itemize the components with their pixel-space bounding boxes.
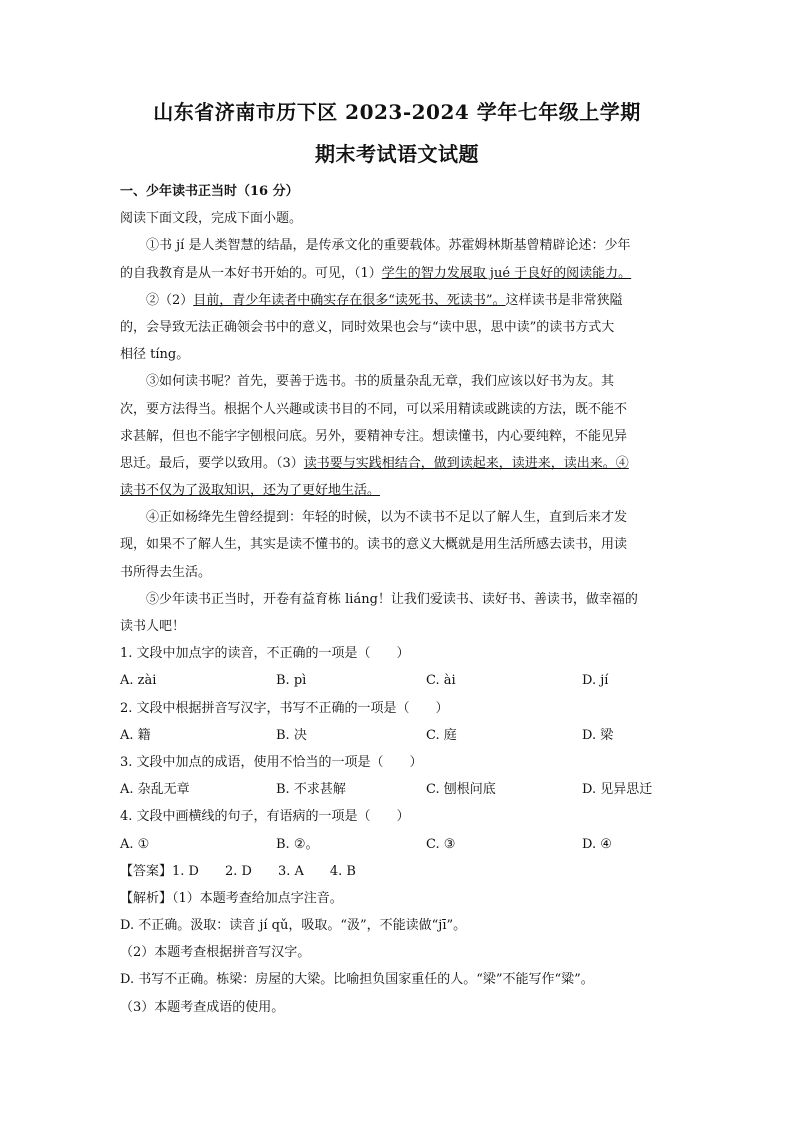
option-b: B. pì (276, 673, 307, 689)
answer-item: 3. A (277, 863, 304, 879)
option-c: C. 庭 (426, 727, 457, 743)
paragraph-3-line: ③如何读书呢？首先，要善于选书。书的质量杂乱无章，我们应该以好书为友。其 (146, 374, 615, 390)
text-segment: 这样读书是非常狭隘 (505, 292, 623, 308)
analysis-line: （2）本题考查根据拼音写汉字。 (120, 945, 311, 961)
paragraph-5-line: 读书人吧！ (120, 619, 186, 634)
option-c: C. ③ (426, 836, 456, 852)
answer-item: 2. D (224, 863, 252, 879)
analysis-line: D. 不正确。汲取：读音 jí qǔ，吸取。“汲”，不能读做“jī”。 (120, 918, 467, 934)
option-a: A. 杂乱无章 (120, 782, 190, 798)
paragraph-3-line (120, 450, 672, 477)
paragraph-2-line (120, 287, 672, 314)
text-segment: 的自我教育是从一本好书开始的。可见，（1） (120, 265, 382, 281)
paragraph-4-line: 现，如果不了解人生，其实是读不懂书的。读书的意义大概就是用生活所感去读书，用读 (120, 537, 628, 553)
paragraph-1-line: ①书 jí 是人类智慧的结晶，是传承文化的重要载体。苏霍姆林斯基曾精辟论述：少年 (146, 238, 631, 254)
question-3-stem: 3. 文段中加点的成语，使用不恰当的一项是（ ） (120, 754, 423, 770)
option-a: A. zài (120, 673, 157, 689)
underlined-sentence-2: 目前，青少年读者中确实存在很多“读死书、死读书”。 (193, 292, 506, 308)
analysis-line: D. 书写不正确。栋梁：房屋的大梁。比喻担负国家重任的人。“梁”不能写作“粱”。 (120, 972, 594, 988)
paragraph-2-line: 的，会导致无法正确领会书中的意义，同时效果也会与“读中思，思中读”的读书方式大 (120, 319, 615, 335)
option-a: A. ① (120, 836, 150, 852)
option-b: B. 不求甚解 (276, 782, 346, 798)
option-b: B. ②。 (276, 836, 319, 852)
analysis-text: （1）本题考查给加点字注音。 (172, 890, 343, 906)
paragraph-3-line: 次，要方法得当。根据个人兴趣或读书目的不同，可以采用精读或跳读的方法，既不能不 (120, 401, 628, 417)
paragraph-4-line: 书所得去生活。 (120, 564, 212, 580)
question-2-options (120, 722, 672, 749)
text-segment: ②（2） (146, 292, 194, 308)
question-1-stem: 1. 文段中加点字的读音，不正确的一项是（ ） (120, 646, 410, 662)
instruction-text: 阅读下面文段，完成下面小题。 (120, 211, 303, 227)
underlined-sentence-4: 读书不仅为了汲取知识，还为了更好地生活。 (120, 483, 381, 499)
option-c: C. 刨根问底 (426, 782, 496, 798)
option-d: D. jí (582, 673, 609, 689)
option-d: D. 梁 (582, 727, 614, 743)
option-d: D. ④ (582, 836, 612, 852)
answer-item: 4. B (329, 863, 356, 879)
question-2-stem: 2. 文段中根据拼音写汉字，书写不正确的一项是（ ） (120, 700, 449, 716)
document-subtitle: 期末考试语文试题 (315, 142, 479, 166)
answer-line (120, 858, 672, 885)
answer-label: 【答案】 (120, 863, 173, 879)
question-4-options (120, 831, 672, 858)
document-body (120, 178, 672, 1021)
option-a: A. 籍 (120, 727, 151, 743)
question-3-options (120, 776, 672, 803)
option-b: B. 决 (276, 727, 307, 743)
paragraph-2-line: 相径 tíng。 (120, 347, 190, 363)
option-c: C. ài (426, 673, 456, 689)
question-4-stem: 4. 文段中画横线的句子，有语病的一项是（ ） (120, 809, 410, 825)
question-1-options (120, 667, 672, 694)
answer-item: 1. D (172, 863, 199, 879)
text-segment: 思迁。最后，要学以致用。（3） (120, 455, 304, 471)
option-d: D. 见异思迁 (582, 782, 653, 798)
paragraph-5-line: ⑤少年读书正当时，开卷有益育栋 liáng！让我们爱读书、读好书、善读书，做幸福的 (146, 591, 638, 607)
paragraph-3-line: 求甚解，但也不能字字刨根问底。另外，要精神专注。想读懂书，内心要纯粹，不能见异 (120, 428, 628, 444)
analysis-line (120, 885, 672, 912)
paragraph-4-line: ④正如杨绛先生曾经提到：年轻的时候，以为不读书不足以了解人生，直到后来才发 (146, 510, 628, 526)
analysis-line: （3）本题考查成语的使用。 (120, 999, 285, 1015)
paragraph-1-line (120, 260, 672, 287)
analysis-label: 【解析】 (120, 890, 173, 906)
paragraph-3-line (120, 477, 672, 504)
underlined-sentence-3: 读书要与实践相结合，做到读起来，读进来，读出来。④ (303, 455, 629, 471)
section-heading: 一、少年读书正当时（16 分） (120, 184, 299, 199)
document-title: 山东省济南市历下区 2023-2024 学年七年级上学期 (153, 100, 641, 124)
underlined-sentence-1: 学生的智力发展取 jué 于良好的阅读能力。 (381, 265, 632, 281)
